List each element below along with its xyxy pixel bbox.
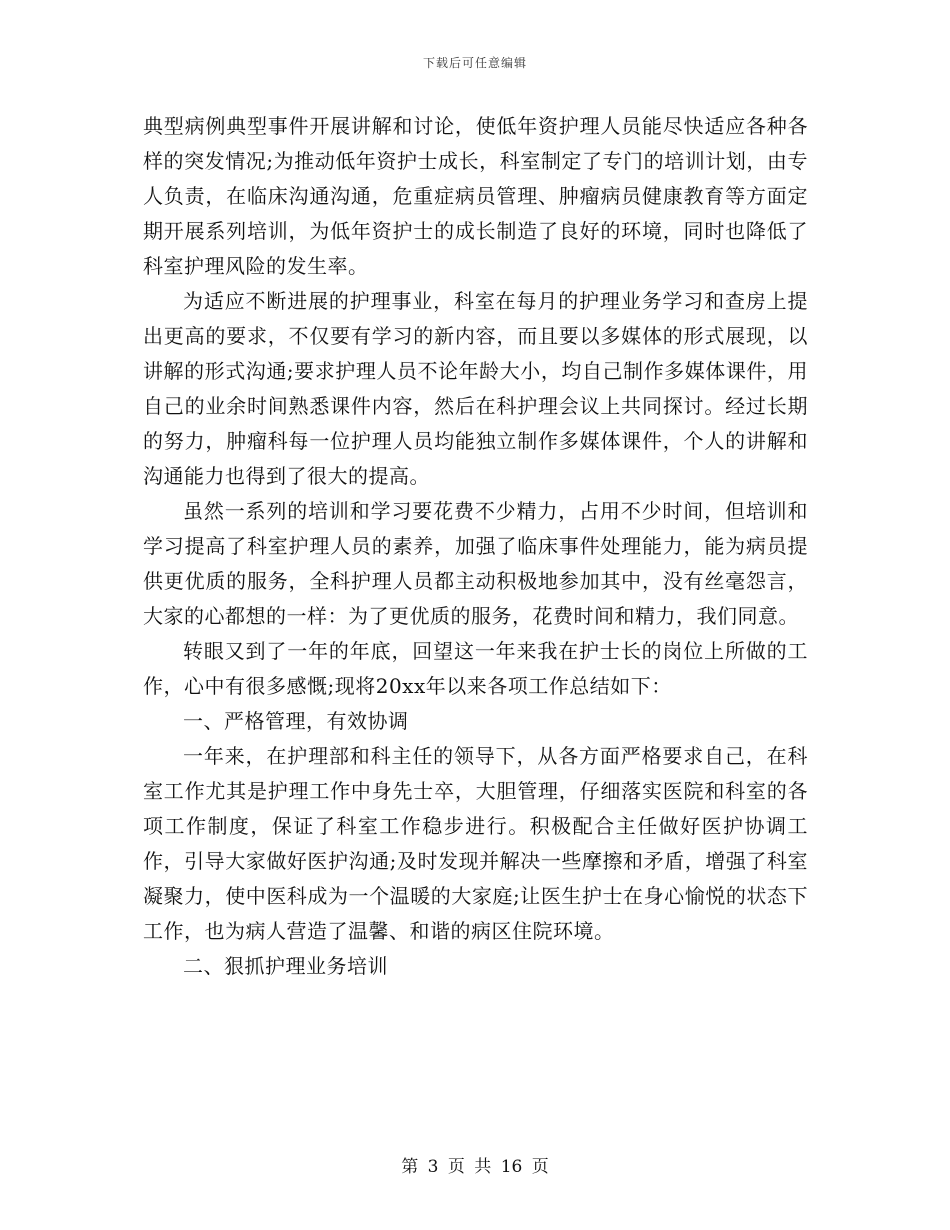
paragraph: 虽然一系列的培训和学习要花费不少精力，占用不少时间，但培训和学习提高了科室护理人员的素养，加强了临床事件处理能力，能为病员提供更优质的服务，全科护理人员都主动积极地参加其中，没有丝毫怨言，大家的心都想的一样：为了更优质的服务，花费时间和精力，我们同意。 [143,499,808,628]
paragraph: 为适应不断进展的护理事业，科室在每月的护理业务学习和查房上提出更高的要求，不仅要有学习的新内容，而且要以多媒体的形式展现，以讲解的形式沟通;要求护理人员不论年龄大小，均自己制作多媒体课件，用自己的业余时间熟悉课件内容，然后在科护理会议上共同探讨。经过长期的努力，肿瘤科每一位护理人员均能独立制作多媒体课件，个人的讲解和沟通能力也得到了很大的提高。 [143,289,808,488]
paragraph: 一年来，在护理部和科主任的领导下，从各方面严格要求自己，在科室工作尤其是护理工作中身先士卒，大胆管理，仔细落实医院和科室的各项工作制度，保证了科室工作稳步进行。积极配合主任做好医护协调工作，引导大家做好医护沟通;及时发现并解决一些摩擦和矛盾，增强了科室凝聚力，使中医科成为一个温暖的大家庭;让医生护士在身心愉悦的状态下工作，也为病人营造了温馨、和谐的病区住院环境。 [143,744,808,943]
page-header: 下载后可任意编辑 [422,56,527,70]
paragraph-continued: 典型病例典型事件开展讲解和讨论，使低年资护理人员能尽快适应各种各样的突发情况;为推动低年资护士成长，科室制定了专门的培训计划，由专人负责，在临床沟通沟通，危重症病员管理、肿瘤病员健康教育等方面定期开展系列培训，为低年资护士的成长制造了良好的环境，同时也降低了科室护理风险的发生率。 [143,114,808,278]
paragraph: 转眼又到了一年的年底，回望这一年来我在护士长的岗位上所做的工作，心中有很多感慨;现将20xx年以来各项工作总结如下： [143,639,808,698]
page-number: 第 3 页 共 16 页 [401,1157,549,1177]
section-heading: 一、严格管理，有效协调 [183,709,409,733]
section-heading: 二、狠抓护理业务培训 [183,954,388,978]
document-body [143,109,808,984]
